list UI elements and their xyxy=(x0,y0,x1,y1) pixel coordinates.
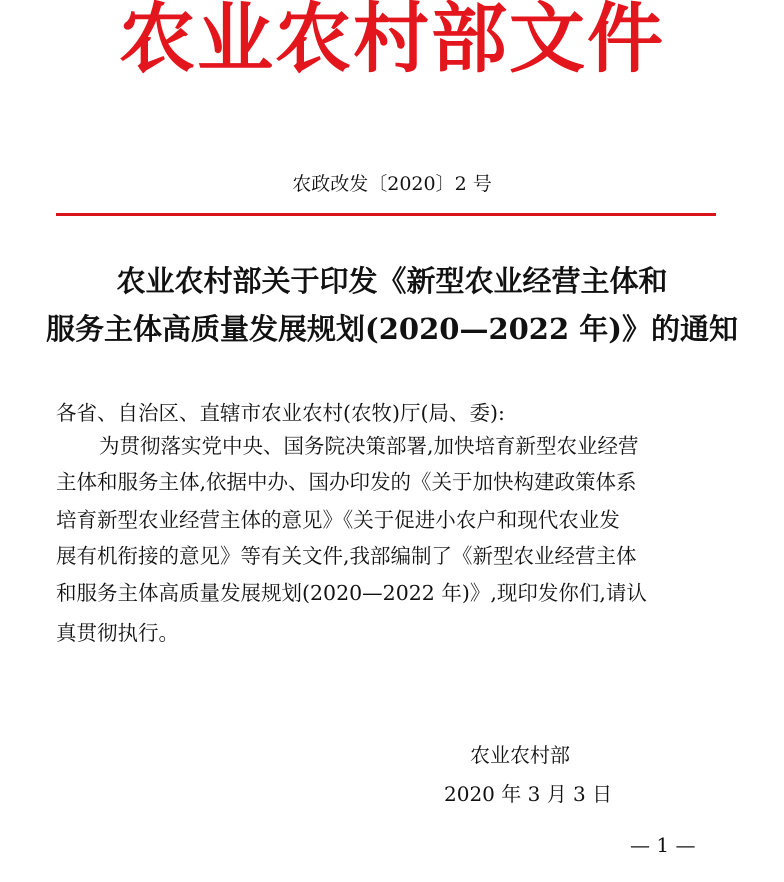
document-number: 农政改发〔2020〕2 号 xyxy=(292,173,492,195)
salutation: 各省、自治区、直辖市农业农村(农牧)厅(局、委): xyxy=(56,401,505,425)
page-number: — 1 — xyxy=(630,833,696,857)
red-divider-line xyxy=(56,213,716,216)
notice-title-line-2: 服务主体高质量发展规划(2020—2022 年)》的通知 xyxy=(46,312,738,346)
paragraph-line: 主体和服务主体,依据中办、国办印发的《关于加快构建政策体系 xyxy=(56,470,637,494)
notice-title-line-1: 农业农村部关于印发《新型农业经营主体和 xyxy=(116,264,668,298)
paragraph-line: 和服务主体高质量发展规划(2020—2022 年)》,现印发你们,请认 xyxy=(56,581,647,605)
paragraph-line: 培育新型农业经营主体的意见》《关于促进小农户和现代农业发 xyxy=(56,508,620,532)
paragraph-line: 真贯彻执行。 xyxy=(56,621,179,645)
paragraph-line: 展有机衔接的意见》等有关文件,我部编制了《新型农业经营主体 xyxy=(56,544,637,568)
paragraph-line: 为贯彻落实党中央、国务院决策部署,加快培育新型农业经营 xyxy=(99,434,639,458)
issuer-signature: 农业农村部 xyxy=(470,743,570,767)
masthead-title: 农业农村部文件 xyxy=(119,0,665,83)
issue-date: 2020 年 3 月 3 日 xyxy=(444,782,613,806)
